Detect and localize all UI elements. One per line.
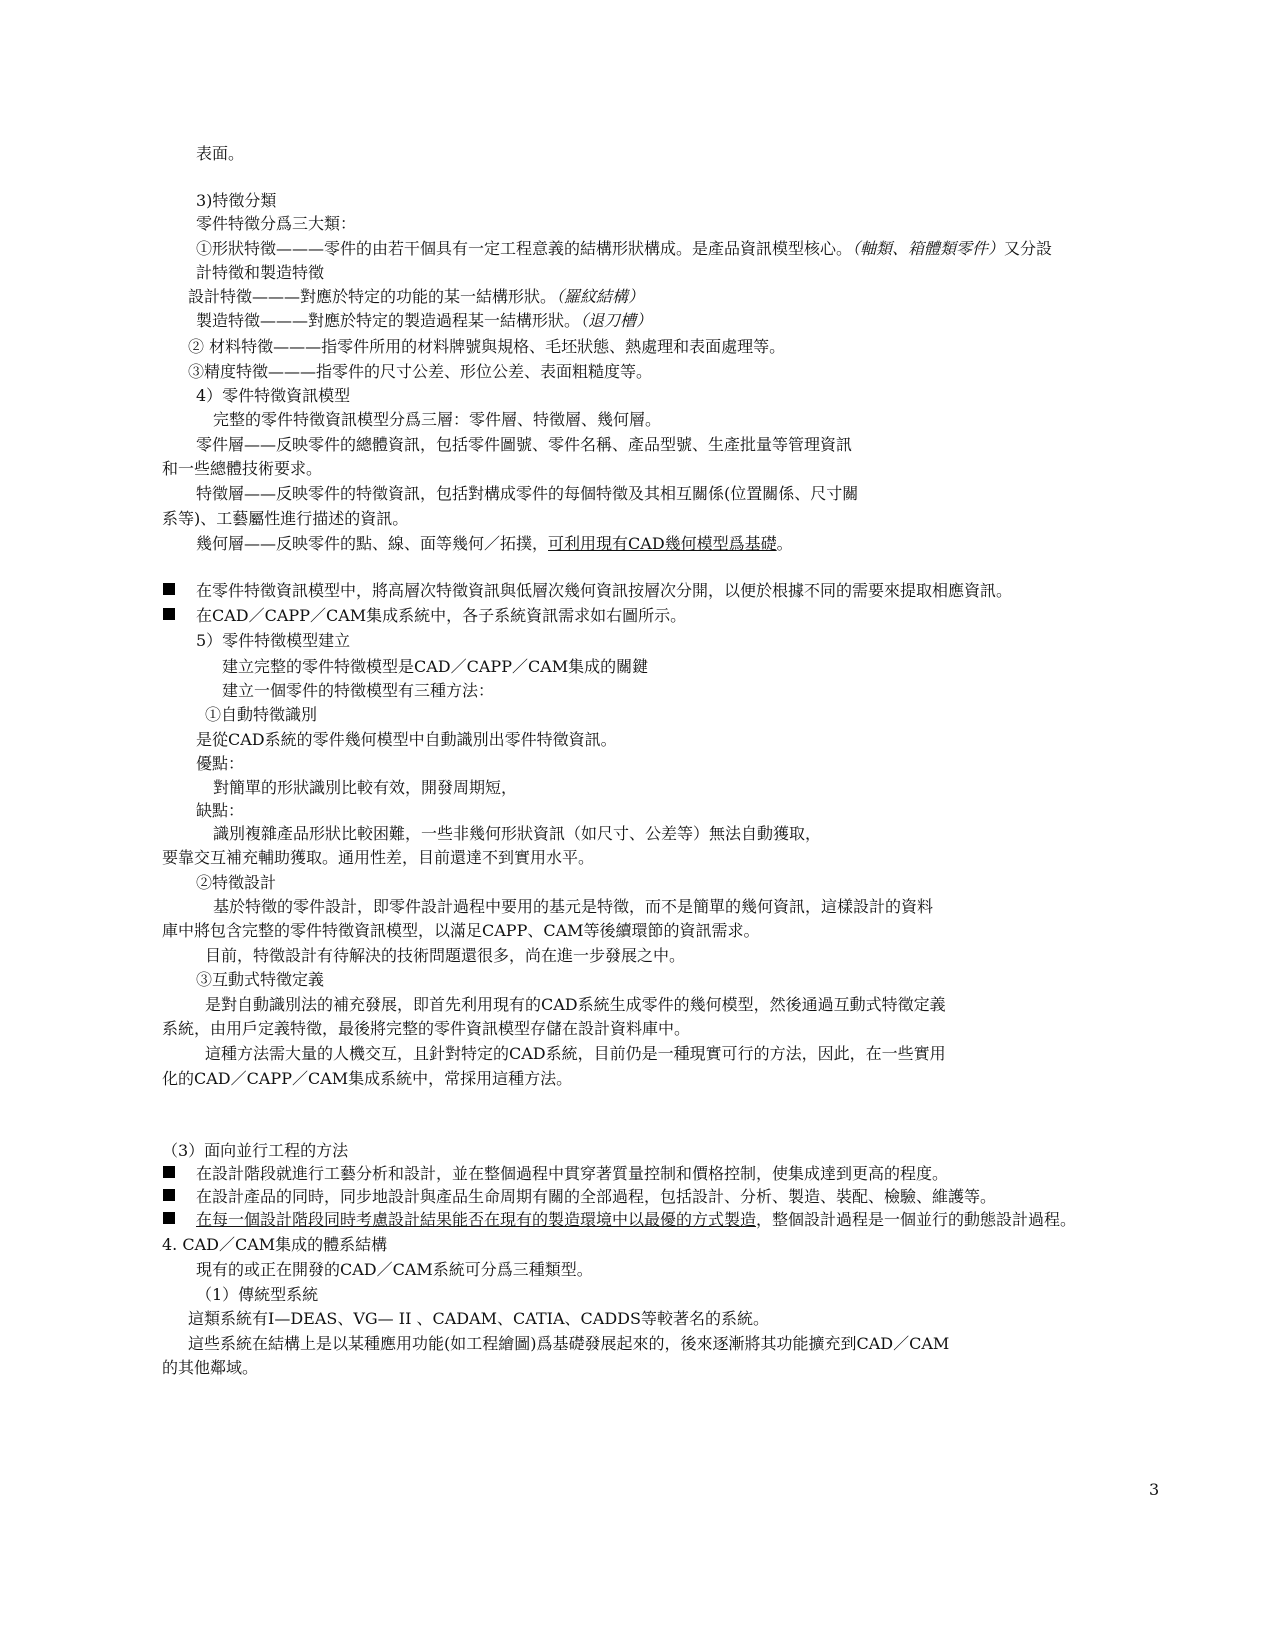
underlined-text: 在每一個設計階段同時考慮設計結果能否在現有的製造環境中以最優的方式製造: [196, 1210, 757, 1229]
text-line: 系統，由用戶定義特徵，最後將完整的零件資訊模型存儲在設計資料庫中。: [162, 1019, 691, 1038]
text-line: 在零件特徵資訊模型中，將高層次特徵資訊與低層次幾何資訊按層次分開，以便於根據不同的需要來提取相應資訊。: [196, 581, 1013, 600]
text-line: 特徵層——反映零件的特徵資訊，包括對構成零件的每個特徵及其相互關係(位置關係、尺寸關: [196, 484, 859, 503]
subheading: （1）傳統型系統: [196, 1285, 319, 1304]
text-line: 建立一個零件的特徵模型有三種方法：: [222, 681, 495, 700]
text-line: 基於特徵的零件設計，即零件設計過程中要用的基元是特徵，而不是簡單的幾何資訊，這樣設計的資料: [213, 897, 934, 916]
text-line: ② 材料特徵———指零件所用的材料牌號與規格、毛坯狀態、熱處理和表面處理等。: [188, 337, 786, 356]
section-heading: （3）面向並行工程的方法: [162, 1141, 349, 1160]
text-line: 是從CAD系統的零件幾何模型中自動識別出零件特徵資訊。: [196, 730, 617, 749]
text-line: 這些系統在結構上是以某種應用功能(如工程繪圖)爲基礎發展起來的，後來逐漸將其功能擴充到CAD／CAM: [188, 1334, 950, 1353]
text-line: 缺點：: [196, 801, 245, 820]
text-line: 在每一個設計階段同時考慮設計結果能否在現有的製造環境中以最優的方式製造，整個設計過程是一個並行的動態設計過程。: [196, 1210, 1077, 1229]
subheading: ③互動式特徵定義: [196, 970, 325, 989]
text-line: 是對自動識別法的補充發展，即首先利用現有的CAD系統生成零件的幾何模型，然後通過互動式特徵定義: [205, 995, 946, 1014]
section-heading: 4. CAD／CAM集成的體系結構: [162, 1235, 388, 1254]
square-bullet-icon: [163, 583, 175, 595]
subheading: ②特徵設計: [196, 873, 277, 892]
text-line: 零件層——反映零件的總體資訊，包括零件圖號、零件名稱、產品型號、生產批量等管理資訊: [196, 435, 853, 454]
text-line: 完整的零件特徵資訊模型分爲三層：零件層、特徵層、幾何層。: [213, 410, 662, 429]
square-bullet-icon: [163, 1212, 175, 1224]
text-line: 要靠交互補充輔助獲取。通用性差，目前還達不到實用水平。: [162, 848, 595, 867]
section-heading: 5）零件特徵模型建立: [196, 631, 351, 650]
text-line: 建立完整的零件特徵模型是CAD／CAPP／CAM集成的關鍵: [222, 657, 649, 676]
text-line: 在設計階段就進行工藝分析和設計，並在整個過程中貫穿著質量控制和價格控制，使集成達到更高的程度。: [196, 1164, 949, 1183]
text-line: ③精度特徵———指零件的尺寸公差、形位公差、表面粗糙度等。: [188, 362, 653, 381]
text-line: ①形狀特徵———零件的由若干個具有一定工程意義的結構形狀構成。是產品資訊模型核心。（軸類、箱體類零件）又分設: [196, 239, 1053, 258]
italic-example: （退刀槽）: [580, 311, 653, 330]
text-line: 計特徵和製造特徵: [196, 263, 325, 282]
section-heading: 4）零件特徵資訊模型: [196, 386, 351, 405]
text-line: 和一些總體技術要求。: [162, 459, 323, 478]
text-line: 零件特徵分爲三大類：: [196, 214, 357, 233]
text-line: 對簡單的形狀識別比較有效，開發周期短，: [213, 778, 518, 797]
text-line: 識別複雜產品形狀比較困難，一些非幾何形狀資訊（如尺寸、公差等）無法自動獲取，: [213, 824, 822, 843]
text-line: 優點：: [196, 754, 245, 773]
text-line: 製造特徵———對應於特定的製造過程某一結構形狀。（退刀槽）: [196, 311, 653, 330]
text-line: 系等)、工藝屬性進行描述的資訊。: [162, 509, 409, 528]
square-bullet-icon: [163, 608, 175, 620]
square-bullet-icon: [163, 1189, 175, 1201]
square-bullet-icon: [163, 1166, 175, 1178]
subheading: ①自動特徵識別: [205, 705, 318, 724]
text-line: 庫中將包含完整的零件特徵資訊模型，以滿足CAPP、CAM等後續環節的資訊需求。: [162, 921, 760, 940]
text-line: 幾何層——反映零件的點、線、面等幾何／拓撲，可利用現有CAD幾何模型爲基礎。: [196, 534, 793, 553]
section-heading: 3)特徵分類: [196, 191, 277, 210]
text-line: 目前，特徵設計有待解決的技術問題還很多，尚在進一步發展之中。: [205, 946, 686, 965]
text-line: 化的CAD／CAPP／CAM集成系統中，常採用這種方法。: [162, 1069, 573, 1088]
text-line: 的其他鄰域。: [162, 1358, 259, 1377]
text-line: 這種方法需大量的人機交互，且針對特定的CAD系統，目前仍是一種現實可行的方法，因此，在一些實用: [205, 1044, 946, 1063]
underlined-text: 可利用現有CAD幾何模型爲基礎: [548, 534, 777, 553]
page-number: 3: [1149, 1480, 1160, 1499]
text-line: 在設計產品的同時，同步地設計與產品生命周期有關的全部過程，包括設計、分析、製造、裝配、檢驗、維護等。: [196, 1187, 997, 1206]
text-line: 設計特徵———對應於特定的功能的某一結構形狀。（羅紋結構）: [188, 287, 645, 306]
italic-example: （軸類、箱體類零件）: [852, 239, 1005, 258]
text-line: 現有的或正在開發的CAD／CAM系統可分爲三種類型。: [196, 1260, 593, 1279]
italic-example: （羅紋結構）: [556, 287, 645, 306]
text-line: 表面。: [196, 144, 245, 163]
text-line: 這類系統有I—DEAS、VG— II 、CADAM、CATIA、CADDS等較著名的系統。: [188, 1309, 769, 1328]
text-line: 在CAD／CAPP／CAM集成系統中，各子系統資訊需求如右圖所示。: [196, 606, 687, 625]
